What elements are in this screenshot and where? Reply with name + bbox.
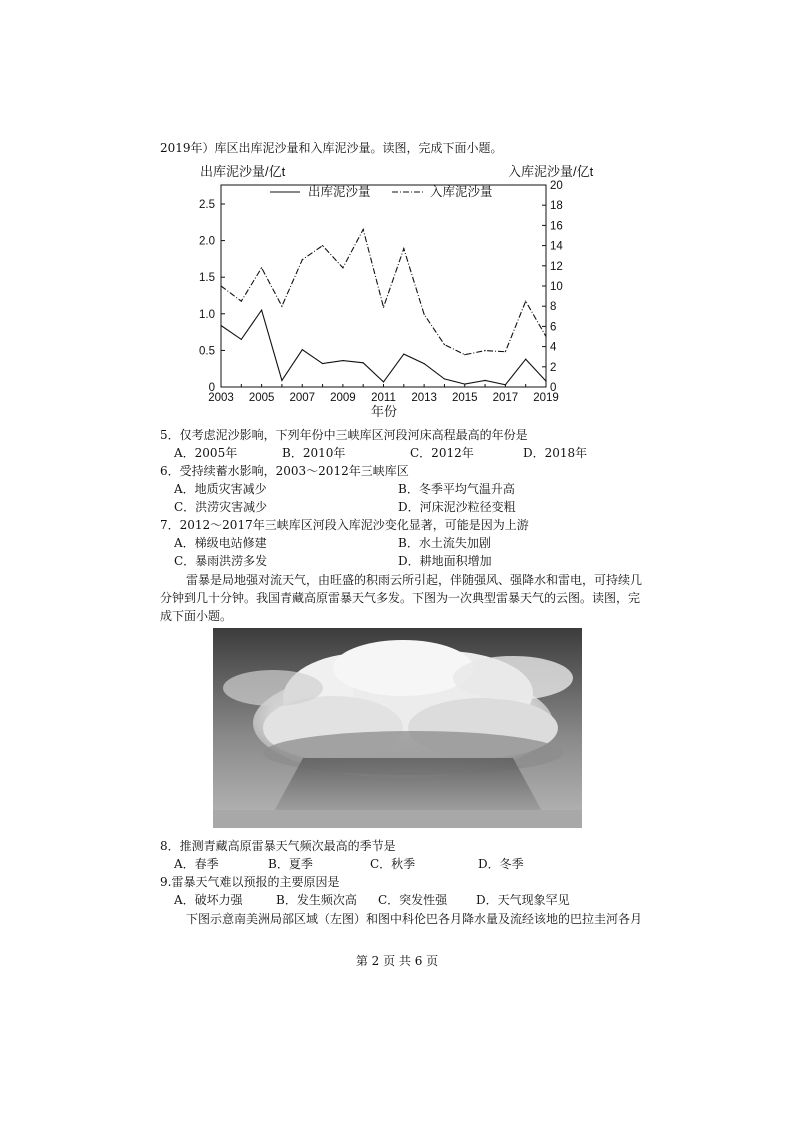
series-line-outflow xyxy=(221,310,546,385)
right-tick-label: 2 xyxy=(550,361,557,374)
intro-text: 2019年）库区出库泥沙量和入库泥沙量。读图，完成下面小题。 xyxy=(160,141,503,155)
inflow-point-2008 xyxy=(322,245,323,246)
q7-option-a: A．梯级电站修建 xyxy=(174,536,267,550)
outflow-point-2016 xyxy=(484,380,485,381)
left-tick-label: 1.5 xyxy=(199,272,215,285)
legend xyxy=(270,184,493,199)
x-tick-label: 2011 xyxy=(371,392,396,404)
right-tick-label: 20 xyxy=(550,180,563,192)
inflow-point-2004 xyxy=(241,301,242,302)
inflow-point-2011 xyxy=(383,307,384,308)
q6-stem: 6．受持续蓄水影响，2003～2012年三峡库区 xyxy=(160,464,409,478)
q5-option-b: B．2010年 xyxy=(282,446,346,460)
q8-option-c: C．秋季 xyxy=(370,857,416,871)
outflow-point-2007 xyxy=(302,349,303,350)
inflow-point-2015 xyxy=(464,354,465,355)
inflow-point-2010 xyxy=(363,229,364,230)
outflow-point-2012 xyxy=(403,353,404,354)
left-tick-label: 1.0 xyxy=(199,308,215,321)
x-tick-label: 2013 xyxy=(411,392,437,404)
inflow-point-2014 xyxy=(444,344,445,345)
page-footer: 第 2 页 共 6 页 xyxy=(355,954,439,968)
inflow-point-2012 xyxy=(403,248,404,249)
inflow-point-2003 xyxy=(220,285,221,286)
inflow-point-2005 xyxy=(261,267,262,268)
inflow-point-2007 xyxy=(302,259,303,260)
left-axis-label: 出库泥沙量/亿t xyxy=(200,164,286,179)
q7-option-b: B．水土流失加剧 xyxy=(398,536,491,550)
outflow-point-2018 xyxy=(525,359,526,360)
q5-option-d: D．2018年 xyxy=(523,446,588,460)
inflow-point-2019 xyxy=(545,336,546,337)
q6-option-d: D．河床泥沙粒径变粗 xyxy=(398,500,516,514)
x-tick-label: 2007 xyxy=(289,392,316,404)
legend-label-inflow: 入库泥沙量 xyxy=(430,185,493,199)
outflow-point-2005 xyxy=(261,310,262,311)
right-axis-label: 入库泥沙量/亿t xyxy=(508,164,594,179)
plot-frame xyxy=(221,185,546,387)
right-tick-label: 10 xyxy=(550,281,563,293)
outflow-point-2014 xyxy=(444,378,445,379)
left-tick-label: 0.5 xyxy=(199,345,215,358)
inflow-point-2013 xyxy=(424,314,425,315)
inflow-point-2017 xyxy=(505,351,506,352)
q8-option-a: A．春季 xyxy=(174,857,219,871)
x-tick-label: 2009 xyxy=(330,392,356,404)
right-tick-label: 6 xyxy=(550,321,557,334)
right-tick-label: 18 xyxy=(550,200,563,213)
x-tick-label: 2005 xyxy=(248,392,275,404)
outflow-point-2006 xyxy=(281,380,282,381)
q6-option-a: A．地质灾害减少 xyxy=(174,482,267,496)
x-tick-label: 2019 xyxy=(533,392,559,404)
outflow-point-2019 xyxy=(545,381,546,382)
q8-stem: 8．推测青藏高原雷暴天气频次最高的季节是 xyxy=(160,839,396,853)
left-tick-label: 2.0 xyxy=(199,235,215,248)
outflow-point-2011 xyxy=(383,381,384,382)
inflow-point-2016 xyxy=(484,350,485,351)
sediment-line-chart xyxy=(196,160,606,422)
q9-option-c: C．突发性强 xyxy=(378,893,448,907)
right-tick-label: 0 xyxy=(550,382,557,394)
q9-option-a: A．破坏力强 xyxy=(174,893,243,907)
q7-option-d: D．耕地面积增加 xyxy=(398,554,492,568)
outflow-point-2010 xyxy=(363,362,364,363)
outflow-point-2009 xyxy=(342,360,343,361)
thunderstorm-cloud-photo xyxy=(213,628,582,828)
outflow-point-2017 xyxy=(505,384,506,385)
thunderstorm-paragraph-line-2: 分钟到几十分钟。我国青藏高原雷暴天气多发。下图为一次典型雷暴天气的云图。读图，完 xyxy=(160,591,641,605)
outflow-point-2008 xyxy=(322,363,323,364)
south-america-paragraph: 下图示意南美洲局部区域（左图）和图中科伦巴各月降水量及流经该地的巴拉圭河各月 xyxy=(186,912,643,926)
q5-option-c: C．2012年 xyxy=(410,446,474,460)
left-tick-label: 2.5 xyxy=(199,199,215,211)
inflow-point-2006 xyxy=(281,306,282,307)
q9-option-d: D．天气现象罕见 xyxy=(476,893,570,907)
q7-stem: 7．2012～2017年三峡库区河段入库泥沙变化显著，可能是因为上游 xyxy=(160,518,529,532)
x-tick-label: 2017 xyxy=(492,392,519,404)
left-tick-label: 0 xyxy=(208,382,215,394)
q5-stem: 5．仅考虑泥沙影响，下列年份中三峡库区河段河床高程最高的年份是 xyxy=(160,428,528,442)
right-tick-label: 8 xyxy=(550,301,557,314)
right-tick-label: 14 xyxy=(550,240,563,253)
inflow-point-2018 xyxy=(525,301,526,302)
x-tick-label: 2015 xyxy=(451,392,478,404)
q6-option-c: C．洪涝灾害减少 xyxy=(174,500,268,514)
q9-option-b: B．发生频次高 xyxy=(276,893,357,907)
q7-option-c: C．暴雨洪涝多发 xyxy=(174,554,268,568)
q6-option-b: B．冬季平均气温升高 xyxy=(398,482,515,496)
outflow-point-2015 xyxy=(464,383,465,384)
right-tick-label: 16 xyxy=(550,220,563,233)
thunderstorm-paragraph-line-1: 雷暴是局地强对流天气，由旺盛的积雨云所引起，伴随强风、强降水和雷电，可持续几 xyxy=(186,573,643,587)
q8-option-b: B．夏季 xyxy=(268,857,313,871)
series-line-inflow xyxy=(221,229,546,354)
q8-option-d: D．冬季 xyxy=(478,857,524,871)
outflow-point-2003 xyxy=(220,325,221,326)
q5-option-a: A．2005年 xyxy=(174,446,238,460)
q9-stem: 9.雷暴天气难以预报的主要原因是 xyxy=(160,875,340,889)
right-tick-label: 4 xyxy=(550,341,557,354)
x-axis-label: 年份 xyxy=(370,404,398,419)
legend-label-outflow: 出库泥沙量 xyxy=(308,185,371,199)
thunderstorm-paragraph-line-3: 成下面小题。 xyxy=(160,609,233,623)
inflow-point-2009 xyxy=(342,267,343,268)
x-tick-label: 2003 xyxy=(208,392,234,404)
right-tick-label: 12 xyxy=(550,260,563,273)
outflow-point-2013 xyxy=(424,363,425,364)
outflow-point-2004 xyxy=(241,339,242,340)
